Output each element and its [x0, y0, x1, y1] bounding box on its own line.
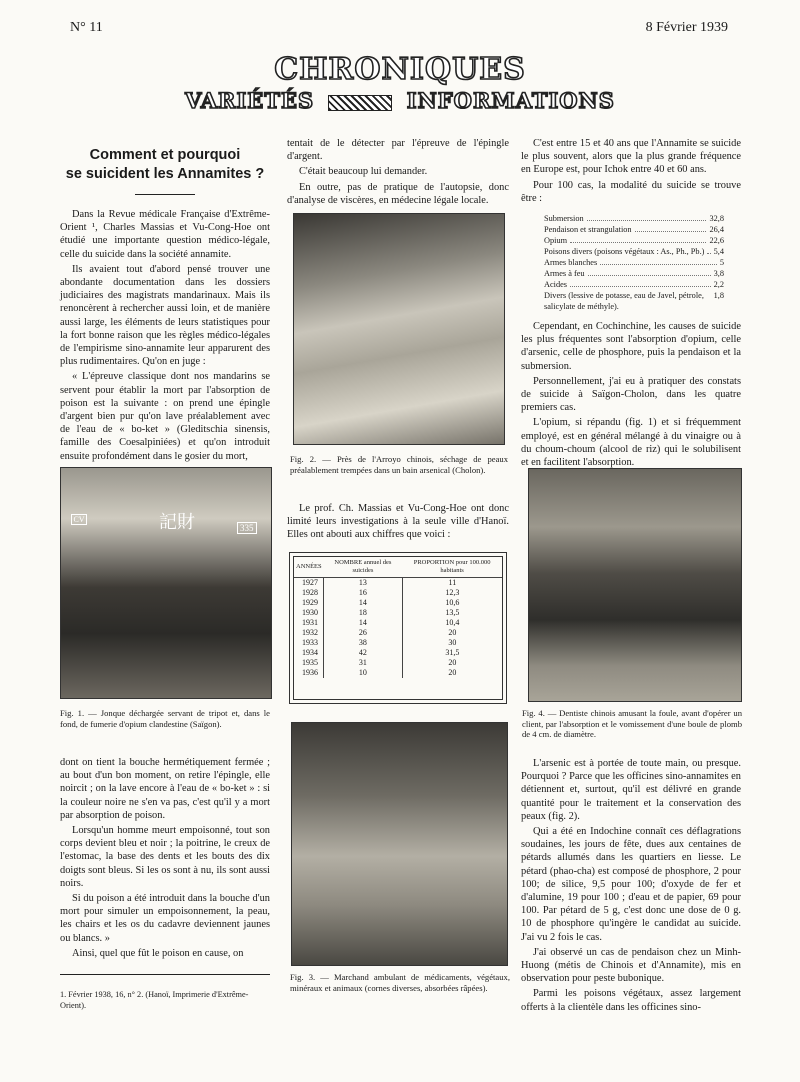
count-cell: 10 [324, 668, 403, 678]
issue-number: N° 11 [70, 20, 103, 35]
title-line-2: se suicident les Annamites ? [65, 166, 265, 182]
table-row [294, 668, 502, 678]
article-title [60, 146, 270, 195]
table-body [294, 578, 502, 679]
year-cell: 1936 [294, 668, 324, 678]
suicide-modality-list [544, 213, 724, 312]
count-cell: 16 [324, 588, 403, 598]
proportion-cell: 20 [448, 668, 457, 677]
paragraph: C'était beaucoup lui demander. [299, 166, 428, 178]
header-years: ANNÉES [294, 557, 324, 578]
paragraph: C'est entre 15 et 40 ans que l'Annamite se suicide le plus souvent, alors que la plus grande fréquence en Europe est, pour Ichok entre 40 et 60 ans. [521, 138, 741, 176]
modality-label: Poisons divers (poisons végétaux : As., Ph., Pb.) [544, 247, 705, 256]
modality-row [544, 268, 724, 279]
fig1-photo [60, 467, 272, 699]
title-line-1: Comment et pourquoi [89, 147, 241, 163]
column-2-mid [287, 502, 509, 544]
paragraph: dont on tient la bouche hermétiquement fermée ; au bout d'un bon moment, on retire l'épingle, elle noircit ; on la lave encore à l'eau de « bo-ket » : si la couleur noire ne s'en va pas, c'est qu'il y a mort par absorption de poison. [60, 757, 270, 821]
fig4-photo [528, 468, 742, 702]
table-row [294, 588, 502, 598]
paragraph: Le prof. Ch. Massias et Vu-Cong-Hoe ont donc limité leurs investigations à la seule ville d'Hanoï. Elles ont abouti aux chiffres que voici : [287, 503, 509, 541]
proportion-cell: 20 [448, 628, 457, 637]
year-cell: 1933 [294, 638, 324, 648]
dot-leader [707, 246, 710, 254]
table-row [294, 638, 502, 648]
paragraph: Parmi les poisons végétaux, assez largement offerts à la clientèle dans les officines sino- [521, 988, 741, 1013]
column-1-lower [60, 756, 270, 962]
year-cell: 1932 [294, 628, 324, 638]
paragraph: Si du poison a été introduit dans la bouche d'un mort pour simuler un empoisonnement, la peau, les chairs et les os du cadavre deviennent jaunes ou blancs. » [60, 893, 270, 944]
paragraph: J'ai observé un cas de pendaison chez un Minh-Huong (métis de Chinois et d'Annamite), mis en observation pour peste bubonique. [521, 946, 741, 985]
count-cell: 31 [324, 658, 403, 668]
footnote-rule [60, 974, 270, 975]
table-row [294, 658, 502, 668]
year-cell: 1931 [294, 618, 324, 628]
paragraph: tentait de le détecter par l'épreuve de l'épingle d'argent. [287, 138, 509, 163]
proportion-cell: 10,4 [445, 618, 460, 627]
fig1-number: 335 [237, 522, 257, 534]
paragraph: En outre, pas de pratique de l'autopsie, donc d'analyse de viscères, en médecine légale locale. [287, 181, 509, 206]
footnote: 1. Février 1938, 16, n° 2. (Hanoï, Imprimerie d'Extrême-Orient). [60, 990, 249, 1010]
paragraph: L'opium, si répandu (fig. 1) et si fréquemment employé, est en général mélangé à du vinaigre ou à du choum-choum (alcool de riz) qui le solubilisent et en facilitent l'absorption. [521, 417, 741, 469]
count-cell: 18 [324, 608, 403, 618]
count-cell: 42 [324, 648, 403, 658]
banner-varietes: VARIÉTÉS [185, 88, 315, 113]
count-cell: 14 [324, 598, 403, 608]
modality-value: 1,8 [713, 291, 724, 300]
proportion-cell: 31,5 [445, 648, 460, 657]
banner-informations: INFORMATIONS [406, 88, 615, 113]
count-cell: 13 [324, 578, 403, 589]
dot-leader [635, 224, 707, 232]
column-3-top [521, 137, 741, 207]
dot-leader [570, 235, 706, 243]
count-cell: 26 [324, 628, 403, 638]
count-cell: 14 [324, 618, 403, 628]
paragraph: Ils avaient tout d'abord pensé trouver une abondante documentation dans les dossiers judiciaires des magistrats mandarinaux. Mais ils renoncèrent à rechercher aussi loin, et de manière aussi large, les éléments de leurs statistiques pour la fort bonne raison que les règles médico-légales de l'empirisme sino-annamite leur apparurent des plus rudimentaires. Qu'on en juge : [60, 263, 270, 368]
paragraph: Qui a été en Indochine connaît ces déflagrations soudaines, les jours de fête, dues aux centaines de pétards allumés dans les quartiers en liesse. Le pétard (phao-cha) est composé de phosphore, 2 pour 100; de silice, 9,5 pour 100; d'oxyde de fer et d'alumine, 19 pour 100 ; d'eau et de papier, 69 pour 100. Par pétard de 5 g, c'est donc une dose de 0 g. 10 de phosphore qu'ingère le candidat au suicide. J'ai vu 2 fois le cas. [521, 826, 741, 943]
issue-date: 8 Février 1939 [645, 20, 728, 35]
year-cell: 1935 [294, 658, 324, 668]
year-cell: 1927 [294, 578, 324, 589]
table-row [294, 608, 502, 618]
paragraph: Ainsi, quel que fût le poison en cause, on [72, 947, 244, 959]
modality-label: Acides [544, 280, 568, 289]
paragraph: « L'épreuve classique dont nos mandarins se servent pour établir la mort par l'absorption de poison est la suivante : on prend une épingle d'argent bien pur qu'on lave préalablement avec de l'eau de « bo-ket » (Gleditschia sinensis, famille des Coesalpiniées) et qu'on introduit ensuite profondément dans le gosier du mort, [60, 371, 270, 462]
proportion-cell: 30 [448, 638, 457, 647]
header-proportion: PROPORTION pour 100.000 habitants [402, 557, 502, 578]
paragraph: Cependant, en Cochinchine, les causes de suicide les plus fréquentes sont l'absorption d'opium, celle d'arsenic, celle de phosphore, puis la pendaison et la submersion. [521, 321, 741, 372]
stats-table [294, 557, 502, 678]
title-rule [135, 194, 195, 195]
paragraph: Pour 100 cas, la modalité du suicide se trouve être : [521, 179, 741, 204]
modality-label: Armes à feu [544, 269, 585, 278]
count-cell: 38 [324, 638, 403, 648]
modality-value: 5,4 [713, 247, 724, 256]
modality-value: 26,4 [709, 225, 724, 234]
modality-value: 3,8 [713, 269, 724, 278]
proportion-cell: 11 [448, 578, 457, 587]
modality-row [544, 235, 724, 246]
header-count: NOMBRE annuel des suicides [324, 557, 403, 578]
paragraph: Personnellement, j'ai eu à pratiquer des constats de suicide à Saïgon-Cholon, dans les quatre premiers cas. [521, 375, 741, 414]
proportion-cell: 10,6 [445, 598, 460, 607]
table-row [294, 598, 502, 608]
year-cell: 1929 [294, 598, 324, 608]
table-row [294, 578, 502, 589]
suicide-stats-table [289, 552, 507, 704]
column-3-mid [521, 320, 741, 471]
proportion-cell: 20 [448, 658, 457, 667]
year-cell: 1930 [294, 608, 324, 618]
column-2-top [287, 137, 509, 209]
dot-leader [570, 279, 711, 287]
modality-row [544, 246, 724, 257]
modality-row [544, 290, 724, 312]
fig3-caption: Fig. 3. — Marchand ambulant de médicaments, végétaux, minéraux et animaux (cornes diverses, absorbées râpées). [290, 972, 510, 993]
proportion-cell: 13,5 [445, 608, 460, 617]
column-1-top [60, 208, 270, 465]
table-row [294, 618, 502, 628]
modality-label: Divers (lessive de potasse, eau de Javel, pétrole, salicylate de méthyle). [544, 291, 704, 311]
modality-value: 5 [719, 258, 724, 267]
fig1-caption: Fig. 1. — Jonque déchargée servant de tripot et, dans le fond, de fumerie d'opium clandestine (Saïgon). [60, 708, 270, 729]
year-cell: 1934 [294, 648, 324, 658]
year-cell: 1928 [294, 588, 324, 598]
modality-value: 2,2 [713, 280, 724, 289]
modality-label: Opium [544, 236, 568, 245]
modality-value: 32,8 [709, 214, 724, 223]
table-inner-frame [293, 556, 503, 700]
fig1-chinese-sign: 記財 [159, 512, 195, 533]
proportion-cell: 12,3 [445, 588, 460, 597]
modality-row [544, 213, 724, 224]
banner-subtitle [0, 88, 800, 113]
modality-row [544, 224, 724, 235]
fig2-photo [293, 213, 505, 445]
fig1-cv-label: CV [71, 514, 87, 525]
fig4-caption: Fig. 4. — Dentiste chinois amusant la foule, avant d'opérer un client, par l'absorption et le vomissement d'une boule de plomb de 4 cm. de diamètre. [522, 708, 742, 740]
modality-value: 22,6 [709, 236, 724, 245]
dot-leader [588, 268, 711, 276]
dot-leader [600, 257, 717, 265]
column-3-lower [521, 757, 741, 1016]
dot-leader [587, 213, 707, 221]
fig2-caption: Fig. 2. — Près de l'Arroyo chinois, séchage de peaux préalablement trempées dans un bain arsenical (Cholon). [290, 454, 508, 475]
modality-row [544, 279, 724, 290]
banner-chroniques: CHRONIQUES [274, 52, 526, 87]
fig3-photo [291, 722, 508, 966]
paragraph: L'arsenic est à portée de toute main, ou presque. Pourquoi ? Parce que les officines sino-annamites en détiennent et, surtout, qu'il est délivré en grande quantité pour le traitement et la conservation des peaux (fig. 2). [521, 758, 741, 822]
table-row [294, 628, 502, 638]
table-header-row [294, 557, 502, 578]
paragraph: Lorsqu'un homme meurt empoisonné, tout son corps devient bleu et noir ; la poitrine, le creux de l'estomac, la base des dents et les bouts des dix doigts sont bleus. Si les os sont à nu, ils sont aussi noirs. [60, 825, 270, 889]
modality-row [544, 257, 724, 268]
modality-label: Armes blanches [544, 258, 598, 267]
paragraph: Dans la Revue médicale Française d'Extrême-Orient ¹, Charles Massias et Vu-Cong-Hoe ont étudié une importante question médico-légale, celle du suicide dans la société annamite. [60, 209, 270, 260]
table-row [294, 648, 502, 658]
modality-label: Submersion [544, 214, 584, 223]
banner-ornament [328, 95, 392, 111]
modality-label: Pendaison et strangulation [544, 225, 632, 234]
